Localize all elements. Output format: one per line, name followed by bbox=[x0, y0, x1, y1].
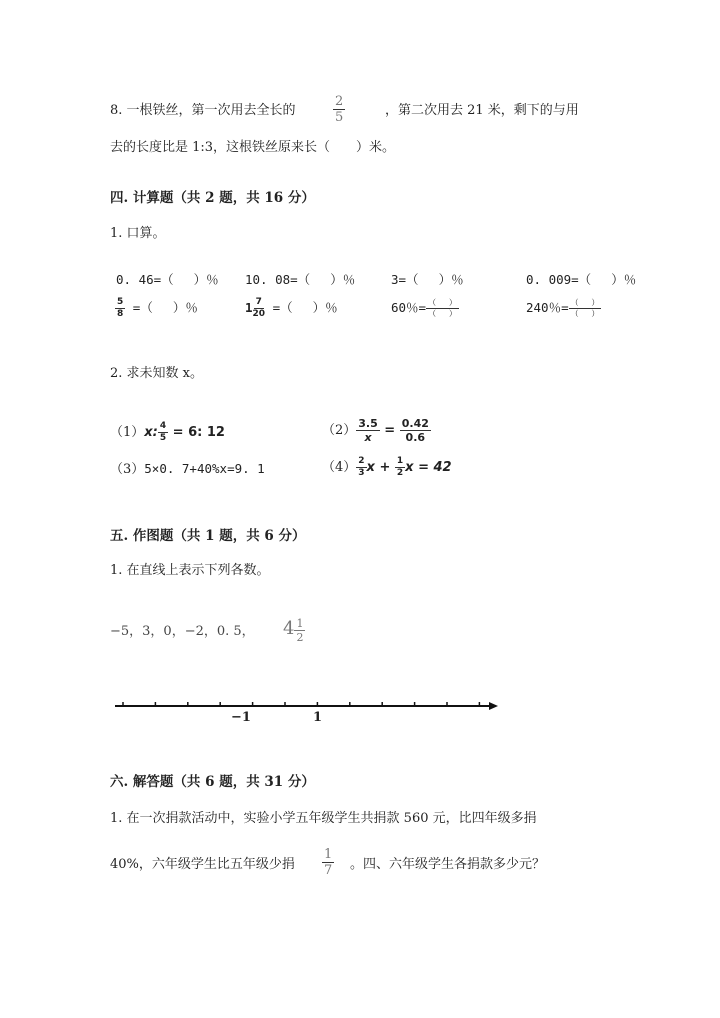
q2-label: 2. 求未知数 x。 bbox=[110, 366, 203, 381]
q8-line2: 去的长度比是 1:3，这根铁丝原来长（ ）米。 bbox=[110, 140, 396, 155]
q1-label: 1. 口算。 bbox=[110, 226, 166, 241]
number-line bbox=[0, 690, 720, 730]
calc-item-3: 3=（ ）％ bbox=[391, 272, 464, 287]
calc-item-8: 240％= $\frac{( )}{( )}$ bbox=[526, 298, 600, 318]
equation-1: （1）x: $\frac{4}{5}$ = 6: 12 bbox=[110, 421, 225, 443]
calc-item-7: 60％= $\frac{( )}{( )}$ bbox=[391, 298, 457, 318]
s6-q1-fraction: $\frac{1}{7}$ bbox=[324, 847, 333, 878]
section6-heading: 六. 解答题（共 6 题，共 31 分） bbox=[110, 774, 315, 790]
s6-q1-line2a: 40%，六年级学生比五年级少捐 bbox=[110, 857, 295, 872]
calc-item-6: 1 $\frac{7}{20}$ =（ ）％ bbox=[245, 297, 338, 319]
s6-q1-line2b: 。四、六年级学生各捐款多少元？ bbox=[350, 857, 546, 872]
arrow-head-icon bbox=[489, 702, 498, 710]
section4-heading: 四. 计算题（共 2 题，共 16 分） bbox=[110, 190, 315, 206]
s6-q1-line1: 1. 在一次捐款活动中，实验小学五年级学生共捐款 560 元，比四年级多捐 bbox=[110, 811, 537, 826]
mixed-number: 4 $\frac{1}{2}$ bbox=[283, 617, 304, 644]
equation-3: （3）5×0. 7+40%x=9. 1 bbox=[110, 461, 265, 477]
equation-4: （4） $\frac{2}{3}$ x + $\frac{1}{2}$ x = 42 bbox=[322, 456, 452, 478]
section5-heading: 五. 作图题（共 1 题，共 6 分） bbox=[110, 528, 306, 544]
calc-item-4: 0. 009=（ ）％ bbox=[526, 272, 637, 287]
calc-item-2: 10. 08=（ ）％ bbox=[245, 272, 356, 287]
axis-label-neg1: −1 bbox=[231, 710, 251, 725]
numbers-list: −5，3，0，−2，0. 5， bbox=[110, 624, 255, 639]
calc-item-5: $\frac{5}{8}$ =（ ）％ bbox=[117, 297, 198, 319]
q8-line1a: 8. 一根铁丝，第一次用去全长的 bbox=[110, 103, 296, 118]
equation-2: （2） $\frac{3.5}{x}$ = $\frac{0.42}{0.6}$ bbox=[322, 417, 429, 444]
axis-label-1: 1 bbox=[313, 710, 323, 725]
draw-q1-label: 1. 在直线上表示下列各数。 bbox=[110, 563, 270, 578]
calc-item-1: 0. 46=（ ）％ bbox=[116, 272, 219, 287]
q8-fraction: $\frac{2}{5}$ bbox=[335, 94, 344, 125]
q8-line1b: ，第二次用去 21 米，剩下的与用 bbox=[385, 103, 579, 118]
